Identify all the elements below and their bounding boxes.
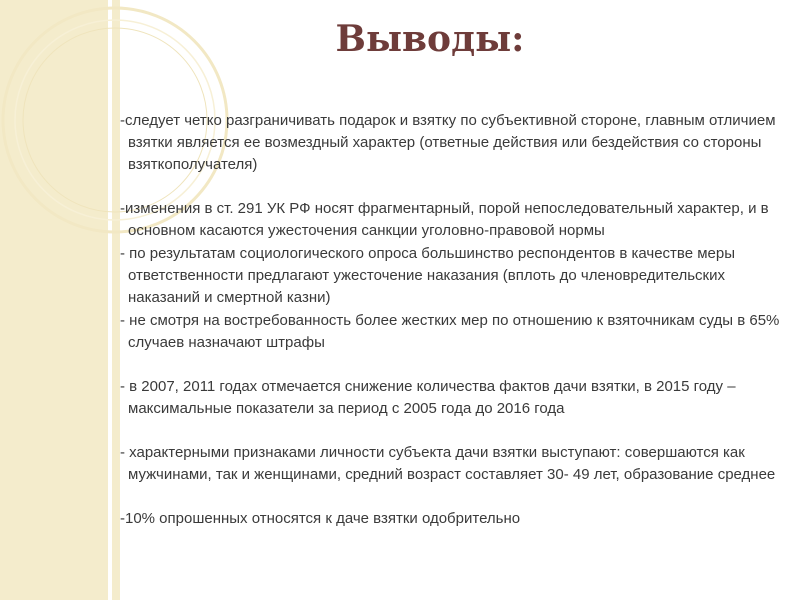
list-item: - в 2007, 2011 годах отмечается снижение количества фактов дачи взятки, в 2015 году – максимальные показатели за период с 2005 года до 2016 года	[120, 378, 736, 417]
list-item: -следует четко разграничивать подарок и взятку по субъективной стороне, главным отличием взятки является ее возмездный характер (ответные действия или бездействия со стороны взяткополучателя)	[120, 112, 776, 173]
list-item: - по результатам социологического опроса большинство респондентов в качестве меры ответственности предлагают ужесточение наказания (вплоть до членовредительских наказаний и смертной казни)	[120, 245, 736, 306]
list-item: -изменения в ст. 291 УК РФ носят фрагментарный, порой непоследовательный характер, и в основном касаются ужесточения санкции уголовно-правовой нормы	[120, 200, 769, 239]
conclusions-list	[120, 110, 790, 530]
slide-title: Выводы:	[335, 18, 525, 60]
list-item: - характерными признаками личности субъекта дачи взятки выступают: совершаются как мужчинами, так и женщинами, средний возраст составляет 30- 49 лет, образование среднее	[120, 444, 776, 483]
list-item: - не смотря на востребованность более жестких мер по отношению к взяточникам суды в 65% случаев назначают штрафы	[120, 312, 780, 351]
list-item: -10% опрошенных относятся к даче взятки одобрительно	[120, 510, 521, 527]
